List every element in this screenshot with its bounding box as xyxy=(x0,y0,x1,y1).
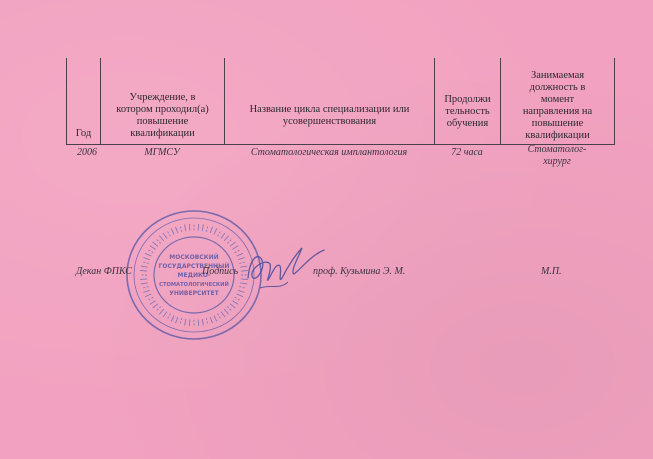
header-position: Занимаемая должность в момент направления на повышение квалификации xyxy=(501,58,615,144)
seal-ring-glyph xyxy=(230,242,235,246)
seal-ring-glyph xyxy=(180,225,182,232)
seal-ring-glyph xyxy=(141,283,148,284)
cell-position: Стоматолог- хирург xyxy=(527,144,587,167)
seal-ring-glyph xyxy=(233,301,239,305)
dean-label: Декан ФПКС xyxy=(76,266,132,277)
seal-ring-glyph xyxy=(143,258,150,260)
seal-ring-glyph xyxy=(156,239,161,244)
seal-ring-glyph xyxy=(218,231,222,237)
seal-ring-glyph xyxy=(210,317,212,323)
seal-ring-glyph xyxy=(224,309,229,314)
seal-ring-glyph xyxy=(218,314,222,320)
qualification-table xyxy=(66,58,615,145)
seal-ring-glyph xyxy=(140,279,147,280)
seal-ring-glyph xyxy=(159,309,164,314)
seal-ring-glyph xyxy=(227,307,232,312)
seal-ring-glyph xyxy=(210,227,212,233)
cell-duration: 72 часа xyxy=(451,147,483,158)
seal-line-5: УНИВЕРСИТЕТ xyxy=(169,290,219,297)
seal-ring-glyph xyxy=(141,266,148,267)
seal-ring-glyph xyxy=(180,318,182,325)
seal-ring-glyph xyxy=(185,319,186,326)
seal-ring-glyph xyxy=(198,320,199,327)
seal-ring-glyph xyxy=(171,316,174,322)
seal-line-3: МЕДИКО- xyxy=(177,272,211,279)
seal-ring-glyph xyxy=(167,231,171,237)
header-institution: Учреждение, в котором проходил(а) повышение квалификации xyxy=(101,58,225,144)
seal-line-1: МОСКОВСКИЙ xyxy=(169,254,219,261)
cell-institution: МГМСУ xyxy=(144,147,180,158)
seal-line-4: СТОМАТОЛОГИЧЕСКИЙ xyxy=(159,282,229,288)
seal-ring-glyph xyxy=(142,262,149,264)
seal-ring-glyph xyxy=(147,297,153,300)
seal-ring-glyph xyxy=(189,320,190,327)
header-year: Год xyxy=(67,58,101,144)
seal-ring-glyph xyxy=(176,227,178,233)
seal-ring-glyph xyxy=(153,242,158,246)
seal-ring-glyph xyxy=(145,294,151,297)
seal-ring-glyph xyxy=(214,316,217,322)
seal-ring-glyph xyxy=(176,317,178,323)
seal-ring-glyph xyxy=(206,225,208,232)
cell-year: 2006 xyxy=(77,147,97,158)
seal-ring-glyph xyxy=(214,229,217,235)
seal-line-2: ГОСУДАРСТВЕННЫЙ xyxy=(158,263,230,270)
seal-ring-glyph xyxy=(150,246,156,250)
seal-ring-glyph xyxy=(230,304,235,308)
seal-ring-glyph xyxy=(143,290,150,292)
seal-ring-glyph xyxy=(198,224,199,231)
seal-ring-glyph xyxy=(140,271,147,272)
seal-place-label: М.П. xyxy=(541,266,562,277)
cell-cycle: Стоматологическая имплантология xyxy=(250,147,408,158)
seal-ring-glyph xyxy=(163,312,167,317)
seal-ring-glyph xyxy=(147,249,153,252)
seal-ring-glyph xyxy=(189,224,190,231)
seal-ring-glyph xyxy=(206,318,208,325)
seal-ring-glyph xyxy=(153,304,158,308)
seal-ring-glyph xyxy=(233,246,239,250)
seal-ring-glyph xyxy=(163,233,167,238)
seal-ring-glyph xyxy=(202,319,203,326)
header-duration: Продолжи тельность обучения xyxy=(435,58,501,144)
header-cycle: Название цикла специализации или усовершенствования xyxy=(225,58,435,144)
seal-ring-glyph xyxy=(156,307,161,312)
seal-ring-glyph xyxy=(221,233,225,238)
seal-ring-glyph xyxy=(171,229,174,235)
seal-ring-glyph xyxy=(221,312,225,317)
seal-ring-glyph xyxy=(224,236,229,241)
seal-ring-glyph xyxy=(150,301,156,305)
seal-ring-glyph xyxy=(145,253,151,256)
seal-ring-glyph xyxy=(167,314,171,320)
signature-label: Подпись xyxy=(202,266,239,277)
seal-ring-glyph xyxy=(202,225,203,232)
seal-ring-glyph xyxy=(185,225,186,232)
seal-ring-glyph xyxy=(142,287,149,289)
seal-ring-glyph xyxy=(227,239,232,244)
seal-ring-glyph xyxy=(159,236,164,241)
signer-name: проф. Кузьмина Э. М. xyxy=(313,266,406,277)
